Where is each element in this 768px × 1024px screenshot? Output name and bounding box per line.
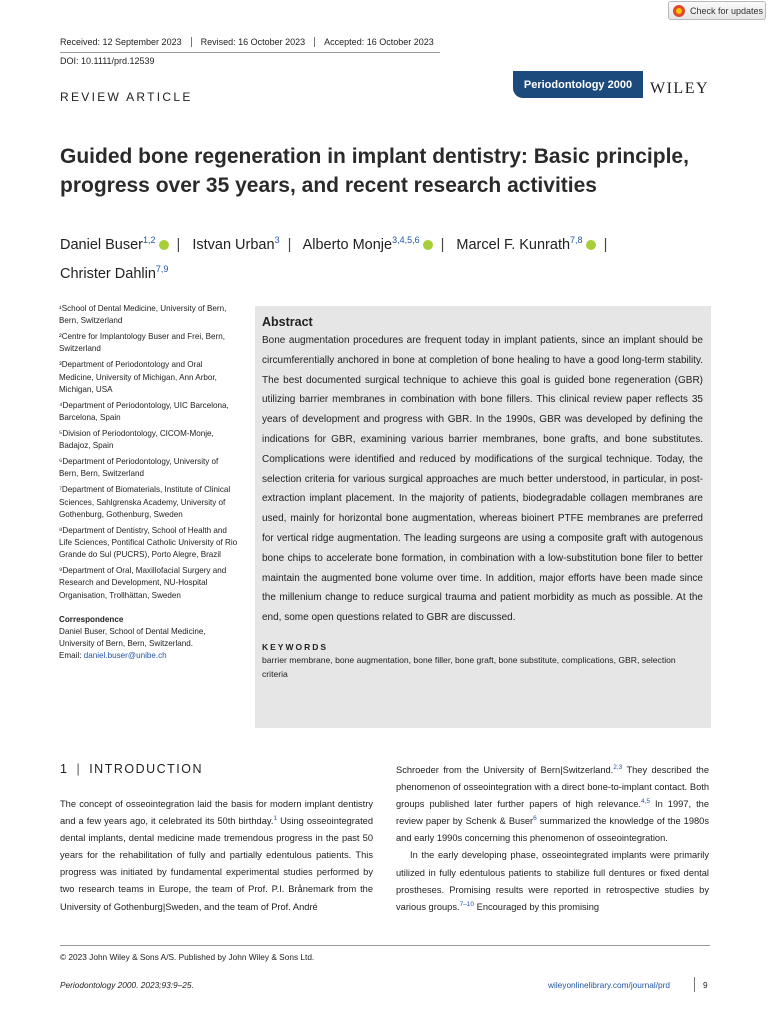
body-text: Encouraged by this promising [474, 901, 600, 912]
intro-column-left [60, 796, 373, 916]
citation-link[interactable]: 4,5 [640, 798, 650, 806]
abstract-heading: Abstract [262, 315, 313, 329]
affiliation: ⁷Department of Biomaterials, Institute of Clinical Sciences, Sahlgrenska Academy, University of Gothenburg, Gothenburg, Sweden [59, 485, 231, 519]
email-label: Email: [59, 651, 84, 661]
affiliations [59, 303, 239, 663]
body-text: They described the phenomenon of osseointegration with a direct bone-to-implant contact. Both groups published later further papers of high relevance. [396, 765, 709, 810]
crossmark-icon [673, 5, 685, 17]
author-affil-ref[interactable]: 3 [274, 235, 280, 245]
author-name[interactable]: Daniel Buser [60, 237, 144, 253]
citation-link[interactable]: 2,3 [613, 764, 623, 771]
abstract-text: Bone augmentation procedures are frequent today in implant patients, since an implant should be circumferentially anchored in bone at completion of bone healing to have a good long-term stability. The best documented surgical technique to achieve this goal is guided bone regeneration (GBR) utilizing barrier membranes in combination with bone fillers. This clinical review paper reflects 35 years of development and progress with GBR. In the 1990s, GBR was developed by defining the indications for GBR, examining various barrier membranes, bone grafts, and bone substitutes. Complications were identified and reduced by modifications of the surgical technique. Today, the selection criteria for various surgical approaches are much better understood, in particular, in post-extraction implant placement. In the majority of patients, biodegradable collagen membranes are used, mainly for horizontal bone augmentation, whereas bioinert PTFE membranes are preferred for vertical ridge augmentation. The leading surgeons are using a composite graft with autogenous bone chips to accelerate bone formation, in combination with a low-substitution bone filer to better maintain the augmented bone volume over time. In addition, major efforts have been made since the millenium change to reduce surgical trauma and patient morbidity as much as possible. At the end, some open questions related to GBR are discussed. [262, 335, 703, 624]
affiliation: ³Department of Periodontology and Oral Medicine, University of Michigan, Ann Arbor, Michigan, USA [59, 360, 217, 394]
author-affil-ref[interactable]: 3,4,5,6 [392, 235, 420, 245]
correspondence-heading: Correspondence [59, 614, 124, 624]
email-link[interactable]: daniel.buser@unibe.ch [83, 651, 167, 661]
section-title: INTRODUCTION [89, 762, 204, 776]
author-affil-ref[interactable]: 7,8 [570, 235, 583, 245]
orcid-icon[interactable] [586, 240, 596, 250]
doi: DOI: 10.1111/prd.12539 [60, 56, 155, 66]
paragraph [396, 847, 709, 915]
author-list: Daniel Buser$^{1,2}$ | Istvan Urban$^3$ | Alberto Monje$^{3,4,5,6}$ | Marcel F. Kunrath$^{7,8}$ | Christer Dahlin$^{7,9}$ [60, 235, 608, 282]
paper-title: Guided bone regeneration in implant dentistry: Basic principle, progress over 35 years, and recent research activities [60, 145, 689, 197]
affiliation: ⁸Department of Dentistry, School of Health and Life Sciences, Pontifical Catholic University of Rio Grande do Sul (PUCRS), Porto Alegre, Brazil [59, 525, 238, 560]
intro-column-right [396, 762, 709, 916]
article-type: REVIEW ARTICLE [60, 90, 193, 104]
keywords-list: barrier membrane, bone augmentation, bone filler, bone graft, bone substitute, complications, GBR, selection criteria [262, 654, 676, 679]
abstract-box [255, 306, 711, 728]
keywords-heading: KEYWORDS [262, 641, 329, 652]
author-name[interactable]: Christer Dahlin [60, 266, 156, 282]
check-for-updates-button[interactable] [668, 1, 766, 20]
journal-logo: Periodontology 2000 [513, 71, 643, 98]
body-text: summarized the knowledge of the 1980s and early 1990s concerning this phenomenon of osseointegration. [396, 816, 709, 844]
author-name[interactable]: Istvan Urban [192, 237, 275, 253]
affiliation: ⁹Department of Oral, Maxillofacial Surgery and Research and Development, NU-Hospital Organisation, Trollhättan, Sweden [59, 566, 227, 600]
citation-link[interactable]: 7–10 [459, 900, 475, 908]
check-for-updates-label: Check for updates [690, 5, 764, 16]
affiliation: ⁶Department of Periodontology, University of Bern, Bern, Switzerland [59, 457, 219, 479]
citation-link[interactable]: 1 [273, 815, 278, 823]
copyright: © 2023 John Wiley & Sons A/S. Published by John Wiley & Sons Ltd. [60, 952, 315, 962]
accepted-date: Accepted: 16 October 2023 [314, 37, 443, 47]
page-number: 9 [703, 980, 708, 990]
body-text: Using osseointegrated dental implants, dental medicine made tremendous progress in the past 50 years for the rehabilitation of fully and partially edentulous patients. This progress was initiated by fundamental experimental studies performed by two research teams in Europe, the team of Prof. P.I. Brånemark from the University of Gothenburg|Sweden, and the team of Prof. André [60, 816, 373, 912]
correspondence-email-row [59, 650, 239, 662]
article-dates [60, 37, 443, 47]
received-date: Received: 12 September 2023 [60, 37, 182, 47]
publisher-logo: WILEY [650, 80, 710, 97]
section-heading: 1 | INTRODUCTION [60, 762, 204, 776]
body-text: The concept of osseointegration laid the basis for modern implant dentistry and a few years ago, it celebrated its 50th birthday. [60, 799, 373, 827]
citation-link[interactable]: 6 [533, 815, 537, 823]
affiliation: ²Centre for Implantology Buser and Frei, Bern, Switzerland [59, 332, 225, 354]
affiliation: ⁵Division of Periodontology, CICOM-Monje, Badajoz, Spain [59, 429, 214, 451]
orcid-icon[interactable] [159, 240, 169, 250]
affiliation: ¹School of Dental Medicine, University of Bern, Bern, Switzerland [59, 304, 227, 326]
revised-date: Revised: 16 October 2023 [191, 37, 315, 47]
section-number: 1 [60, 762, 69, 776]
correspondence-address: Daniel Buser, School of Dental Medicine, University of Bern, Bern, Switzerland. [59, 627, 206, 649]
affiliation: ⁴Department of Periodontology, UIC Barcelona, Barcelona, Spain [59, 400, 229, 423]
author-affil-ref[interactable]: 1,2 [143, 235, 156, 245]
journal-citation: Periodontology 2000. 2023;93:9–25. [60, 980, 194, 990]
body-text: In 1997, the review paper by Schenk & Buser [396, 799, 709, 827]
body-text: Schroeder from the University of Bern|Switzerland. [396, 765, 614, 775]
dates-divider [60, 52, 440, 53]
body-text: In the early developing phase, osseointegrated implants were primarily utilized in fully edentulous patients to stabilize full dentures or fixed dental prostheses. Promising results were reported in retrospective studies by various groups. [396, 850, 709, 912]
footer-divider [60, 945, 710, 946]
author-name[interactable]: Marcel F. Kunrath [456, 237, 571, 253]
author-name[interactable]: Alberto Monje [302, 237, 393, 253]
orcid-icon[interactable] [423, 240, 433, 250]
footer-separator [694, 977, 695, 992]
author-affil-ref[interactable]: 7,9 [155, 264, 169, 274]
journal-url-link[interactable]: wileyonlinelibrary.com/journal/prd [548, 980, 671, 990]
paragraph [396, 762, 709, 847]
